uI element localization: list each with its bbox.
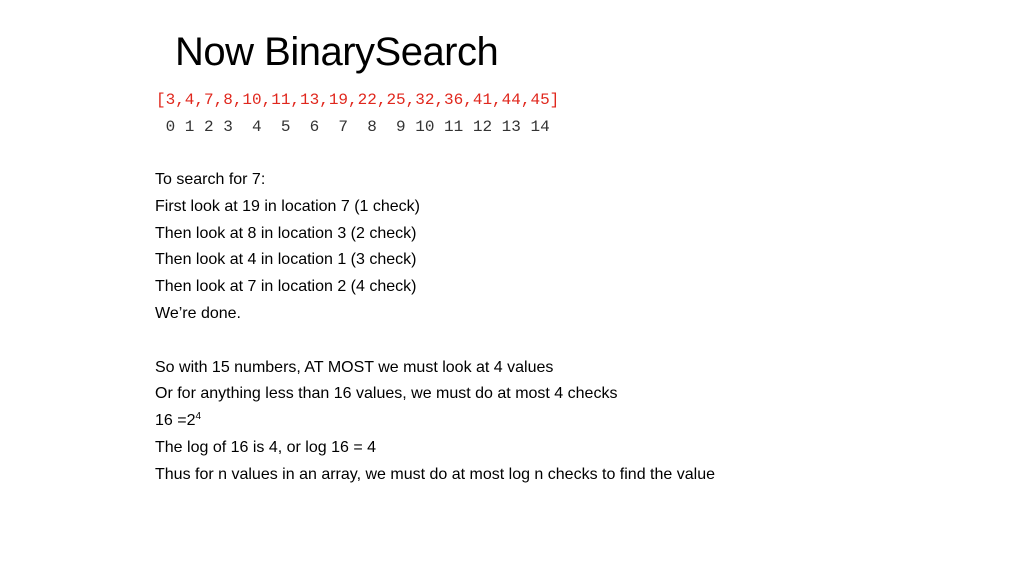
analysis-line: Or for anything less than 16 values, we must do at most 4 checks: [155, 385, 618, 403]
blank-line: [155, 328, 715, 355]
conclusion-line: The log of 16 is 4, or log 16 = 4: [155, 438, 377, 456]
search-line: Then look at 4 in location 1 (3 check): [155, 251, 417, 269]
analysis-line: So with 15 numbers, AT MOST we must look at 4 values: [155, 358, 554, 376]
search-line: We’re done.: [155, 304, 241, 322]
search-line: Then look at 8 in location 3 (2 check): [155, 224, 417, 242]
array-values: [3,4,7,8,10,11,13,19,22,25,32,36,41,44,45]: [156, 91, 560, 109]
conclusion-line: Thus for n values in an array, we must do at most log n checks to find the value: [155, 465, 715, 483]
power-exponent: 4: [195, 411, 202, 423]
array-indices: 0 1 2 3 4 5 6 7 8 9 10 11 12 13 14: [156, 118, 550, 136]
power-line: [155, 408, 715, 435]
power-base: 16 =2: [155, 412, 196, 430]
search-line: To search for 7:: [155, 171, 266, 188]
slide-title: Now BinarySearch: [175, 30, 499, 74]
search-line: First look at 19 in location 7 (1 check): [155, 197, 421, 215]
search-line: Then look at 7 in location 2 (4 check): [155, 278, 417, 296]
slide-body: [155, 167, 715, 489]
